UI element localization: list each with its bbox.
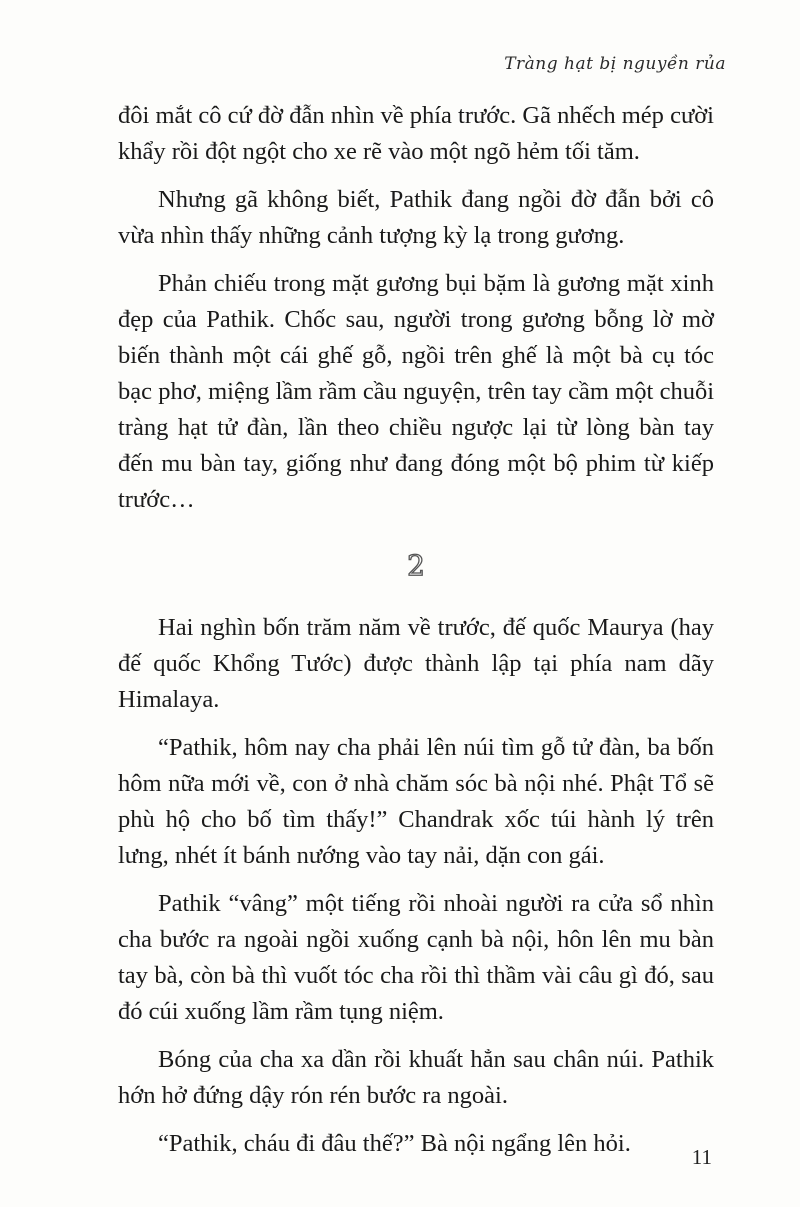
paragraph: Pathik “vâng” một tiếng rồi nhoài người ra cửa sổ nhìn cha bước ra ngoài ngồi xuống cạnh bà nội, hôn lên mu bàn tay bà, còn bà thì vuốt tóc cha rồi thì thầm vài câu gì đó, sau đó cúi xuống lầm rầm tụng niệm. (118, 890, 714, 1025)
running-header: Tràng hạt bị nguyền rủa (504, 54, 726, 74)
paragraph: Hai nghìn bốn trăm năm về trước, đế quốc Maurya (hay đế quốc Khổng Tước) được thành lập tại phía nam dãy Himalaya. (118, 614, 714, 713)
page-body (118, 98, 714, 1174)
chapter-number: 2 (407, 549, 425, 582)
paragraph: Nhưng gã không biết, Pathik đang ngồi đờ đẫn bởi cô vừa nhìn thấy những cảnh tượng kỳ lạ trong gương. (118, 186, 714, 249)
paragraph: “Pathik, cháu đi đâu thế?” Bà nội ngẩng lên hỏi. (158, 1130, 631, 1157)
page-number: 11 (691, 1145, 712, 1169)
paragraph: “Pathik, hôm nay cha phải lên núi tìm gỗ tử đàn, ba bốn hôm nữa mới về, con ở nhà chăm sóc bà nội nhé. Phật Tổ sẽ phù hộ cho bố tìm thấy!” Chandrak xốc túi hành lý trên lưng, nhét ít bánh nướng vào tay nải, dặn con gái. (118, 734, 714, 869)
paragraph: Bóng của cha xa dần rồi khuất hẳn sau chân núi. Pathik hớn hở đứng dậy rón rén bước ra ngoài. (118, 1046, 714, 1109)
paragraph: đôi mắt cô cứ đờ đẫn nhìn về phía trước. Gã nhếch mép cười khẩy rồi đột ngột cho xe rẽ vào một ngõ hẻm tối tăm. (118, 102, 714, 165)
paragraph: Phản chiếu trong mặt gương bụi bặm là gương mặt xinh đẹp của Pathik. Chốc sau, người trong gương bỗng lờ mờ biến thành một cái ghế gỗ, ngồi trên ghế là một bà cụ tóc bạc phơ, miệng lầm rầm cầu nguyện, trên tay cầm một chuỗi tràng hạt tử đàn, lần theo chiều ngược lại từ lòng bàn tay đến mu bàn tay, giống như đang đóng một bộ phim từ kiếp trước… (118, 270, 714, 513)
